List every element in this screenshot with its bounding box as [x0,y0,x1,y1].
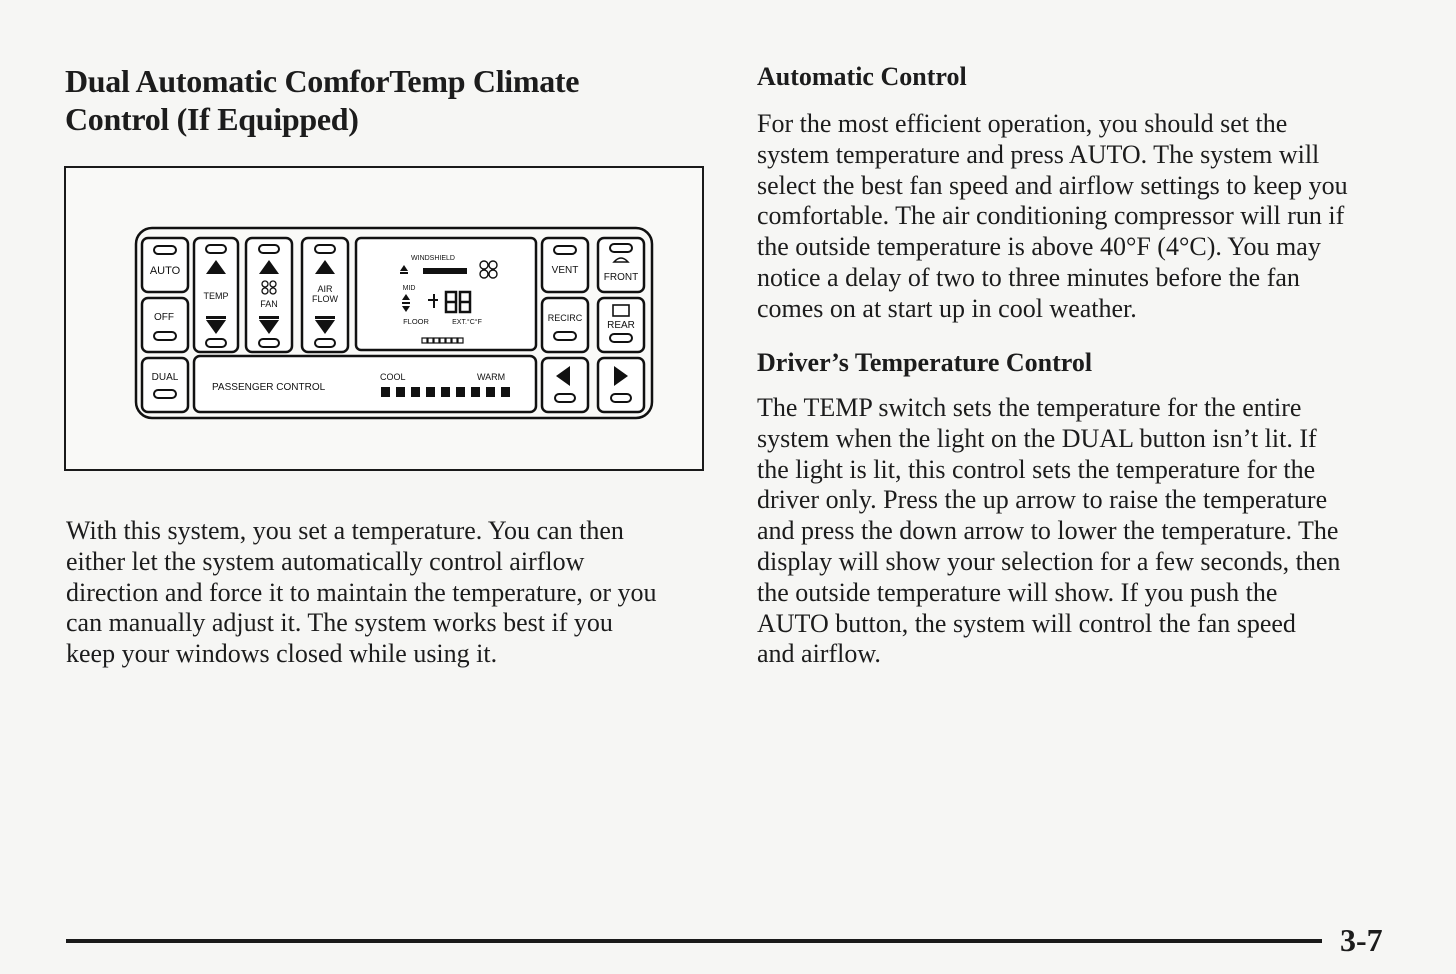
title-line: Control (If Equipped) [65,101,359,137]
drivers-temperature-paragraph [757,393,1417,670]
passenger-warmer-button[interactable] [598,358,644,412]
recirc-label: RECIRC [547,313,583,323]
temp-control[interactable] [194,238,238,352]
windshield-label: WINDSHIELD [411,255,455,262]
text-line: direction and force it to maintain the temperature, or you [66,577,657,607]
air-label: AIR [317,284,333,294]
intro-paragraph [66,516,716,670]
text-line: comfortable. The air conditioning compressor will run if [757,201,1345,231]
drivers-temperature-heading: Driver’s Temperature Control [757,348,1093,377]
text-line: can manually adjust it. The system works best if you [66,608,613,638]
text-line: display will show your selection for a few seconds, then [757,546,1341,576]
floor-label: FLOOR [403,317,429,326]
vent-button[interactable] [542,238,588,292]
title-line: Dual Automatic ComforTemp Climate [65,63,580,99]
text-line: The TEMP switch sets the temperature for the entire [757,393,1302,422]
recirc-button[interactable] [542,298,588,352]
automatic-control-paragraph [757,109,1417,325]
text-line: With this system, you set a temperature. You can then [66,516,624,545]
warm-label: WARM [477,372,506,382]
text-line: driver only. Press the up arrow to raise the temperature [757,485,1328,515]
passenger-cooler-button[interactable] [542,358,588,412]
off-button[interactable] [142,298,188,352]
vent-label: VENT [551,265,579,276]
text-line: select the best fan speed and airflow settings to keep you [757,170,1348,200]
text-line: notice a delay of two to three minutes before the fan [757,262,1300,292]
page-title [65,62,685,138]
text-line: AUTO button, the system will control the fan speed [757,608,1296,638]
auto-button[interactable] [142,238,188,292]
passenger-control-label: PASSENGER CONTROL [212,382,326,393]
fan-control[interactable] [246,238,292,352]
dual-label: DUAL [151,372,179,383]
front-label: FRONT [603,272,639,283]
auto-label: AUTO [149,265,181,277]
footer-rule [66,939,1322,943]
front-defrost-button[interactable] [598,238,644,292]
text-line: system when the light on the DUAL button isn’t lit. If [757,423,1317,453]
text-line: comes on at start up in cool weather. [757,293,1137,323]
fan-label: FAN [260,299,278,309]
passenger-control-strip [194,356,536,412]
text-line: the outside temperature is above 40°F (4°C). You may [757,232,1321,262]
mid-label: MID [402,285,416,292]
climate-panel-diagram [66,168,706,473]
text-line: system temperature and press AUTO. The system will [757,139,1320,169]
page-number: 3-7 [1340,922,1383,958]
dual-button[interactable] [142,358,188,412]
cool-label: COOL [380,372,406,382]
text-line: and press the down arrow to lower the temperature. The [757,516,1339,546]
climate-display [356,238,536,350]
text-line: either let the system automatically control airflow [66,546,585,576]
climate-panel-figure [64,166,704,471]
text-line: the light is lit, this control sets the temperature for the [757,454,1316,484]
windshield-bar [423,268,467,274]
airflow-control[interactable] [302,238,348,352]
text-line: and airflow. [757,639,881,669]
text-line: the outside temperature will show. If you push the [757,577,1278,607]
ext-label: EXT.°C°F [452,319,482,326]
text-line: keep your windows closed while using it. [66,639,498,669]
flow-label: FLOW [312,294,338,304]
automatic-control-heading: Automatic Control [757,62,967,91]
text-line: For the most efficient operation, you should set the [757,109,1288,138]
temp-label: TEMP [203,291,229,301]
rear-label: REAR [607,320,635,331]
passenger-temp-scale [381,387,510,397]
rear-defrost-button[interactable] [598,298,644,352]
off-label: OFF [154,312,174,323]
